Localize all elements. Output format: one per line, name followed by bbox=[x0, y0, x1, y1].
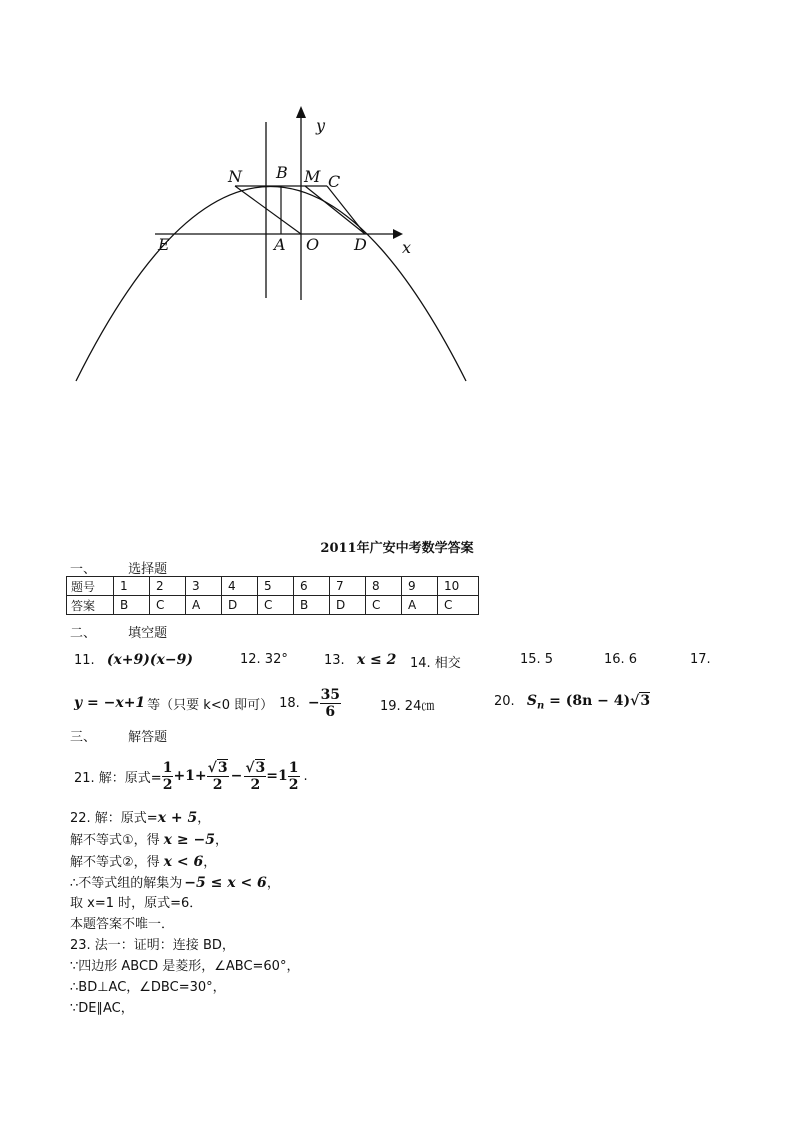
text: ， bbox=[197, 811, 211, 826]
text: 22. 解：原式= bbox=[70, 811, 158, 826]
section-name: 选择题 bbox=[128, 562, 168, 577]
table-cell: 3 bbox=[186, 577, 222, 596]
answer-11: (x+9)(x−9) bbox=[106, 652, 193, 668]
table-head-number: 题号 bbox=[67, 577, 114, 596]
table-cell: 8 bbox=[366, 577, 402, 596]
parabola-figure bbox=[0, 0, 520, 420]
table-cell: C bbox=[150, 596, 186, 615]
answer-20-radicand: 3 bbox=[640, 693, 651, 709]
label-o: O bbox=[306, 235, 320, 254]
label-n: N bbox=[228, 167, 242, 186]
table-cell: A bbox=[402, 596, 438, 615]
table-cell: 9 bbox=[402, 577, 438, 596]
q21-prefix: 21. 解：原式= bbox=[74, 770, 162, 786]
fill-q13 bbox=[324, 652, 396, 668]
radicand: 3 bbox=[217, 759, 228, 776]
fraction-numerator: 1 bbox=[162, 759, 173, 776]
section-name: 填空题 bbox=[128, 626, 168, 641]
table-row-answers bbox=[67, 596, 479, 615]
text: 解不等式②，得 bbox=[70, 855, 160, 870]
question-number-18: 18. bbox=[279, 695, 300, 711]
fraction-numerator bbox=[244, 760, 266, 777]
table-cell: 7 bbox=[330, 577, 366, 596]
segment-n-o bbox=[235, 186, 301, 234]
section-number: 二、 bbox=[70, 626, 97, 641]
answer-18-sign: − bbox=[307, 695, 320, 711]
question-number: 11. bbox=[74, 653, 95, 668]
answer-17: y = −x+1 bbox=[74, 695, 146, 711]
table-cell: 10 bbox=[438, 577, 479, 596]
label-c: C bbox=[328, 172, 341, 191]
table-cell: D bbox=[330, 596, 366, 615]
q23-line-2: ∵四边形 ABCD 是菱形，∠ABC=60°， bbox=[70, 959, 300, 974]
answer-20-subscript: n bbox=[536, 700, 545, 712]
y-axis-arrow bbox=[296, 106, 306, 118]
label-e: E bbox=[158, 235, 170, 254]
section-solve bbox=[70, 726, 167, 745]
label-y: y bbox=[316, 116, 326, 135]
fraction-denominator: 2 bbox=[212, 776, 223, 793]
parabola-curve bbox=[76, 187, 466, 382]
math: x + 5 bbox=[157, 810, 198, 826]
q22-line-2 bbox=[70, 829, 228, 848]
fill-line-2 bbox=[74, 683, 341, 723]
fraction-numerator bbox=[207, 760, 229, 777]
table-cell: 4 bbox=[222, 577, 258, 596]
fraction-denominator: 2 bbox=[162, 776, 173, 793]
answer-20-s: S bbox=[526, 693, 537, 709]
q22-line-4 bbox=[70, 872, 280, 891]
answer-13: x ≤ 2 bbox=[356, 652, 397, 668]
fill-q19: 19. 24㎝ bbox=[380, 699, 435, 714]
fraction bbox=[288, 760, 300, 793]
page-title: 2011年广安中考数学答案 bbox=[320, 541, 474, 556]
fraction-root3 bbox=[207, 760, 229, 793]
q23-line-4: ∵DE∥AC， bbox=[70, 1001, 134, 1016]
answer-17-note: 等（只要 k<0 即可） bbox=[147, 697, 274, 713]
table-row-numbers bbox=[67, 577, 479, 596]
fill-q15: 15. 5 bbox=[520, 652, 554, 667]
table-cell: 6 bbox=[294, 577, 330, 596]
text: ∴不等式组的解集为 bbox=[70, 876, 183, 891]
fill-q20 bbox=[494, 693, 650, 712]
q21-line bbox=[74, 754, 308, 798]
q21-equals: =1 bbox=[266, 768, 288, 784]
text: ， bbox=[203, 855, 217, 870]
answer-20-expression: = (8n − 4) bbox=[544, 693, 631, 709]
table-cell: C bbox=[438, 596, 479, 615]
label-b: B bbox=[276, 163, 288, 182]
fraction-denominator: 6 bbox=[325, 703, 336, 720]
section-name: 解答题 bbox=[128, 730, 168, 745]
segment-m-d bbox=[305, 186, 365, 234]
question-number: 20. bbox=[494, 694, 515, 709]
math: −5 ≤ x < 6 bbox=[184, 875, 267, 891]
radicand: 3 bbox=[255, 759, 266, 776]
table-cell: A bbox=[186, 596, 222, 615]
section-number: 三、 bbox=[70, 730, 97, 745]
section-number: 一、 bbox=[70, 562, 97, 577]
math: x < 6 bbox=[163, 854, 204, 870]
sqrt-symbol: √ bbox=[207, 759, 217, 776]
sqrt-symbol: √ bbox=[630, 693, 640, 709]
q23-line-1: 23. 法一：证明：连接 BD， bbox=[70, 938, 235, 953]
sqrt-symbol: √ bbox=[245, 759, 255, 776]
q23-line-3: ∴BD⊥AC，∠DBC=30°， bbox=[70, 980, 226, 995]
table-cell: 1 bbox=[114, 577, 150, 596]
table-cell: B bbox=[294, 596, 330, 615]
table-head-answer: 答案 bbox=[67, 596, 114, 615]
section-fill bbox=[70, 622, 167, 641]
q22-line-6: 本题答案不唯一． bbox=[70, 917, 175, 932]
text: ， bbox=[266, 876, 280, 891]
fraction bbox=[162, 760, 174, 793]
fraction-numerator: 35 bbox=[320, 686, 341, 703]
section-choice bbox=[70, 558, 167, 577]
q21-end: . bbox=[303, 768, 308, 784]
fill-q14: 14. 相交 bbox=[410, 656, 461, 671]
table-cell: B bbox=[114, 596, 150, 615]
fraction-denominator: 2 bbox=[250, 776, 261, 793]
label-a: A bbox=[274, 235, 286, 254]
q22-line-3 bbox=[70, 851, 216, 870]
label-x: x bbox=[402, 238, 412, 257]
q21-plus: +1+ bbox=[173, 768, 207, 784]
segment-c-d bbox=[327, 186, 365, 234]
text: ， bbox=[214, 833, 228, 848]
table-cell: C bbox=[366, 596, 402, 615]
fraction-numerator: 1 bbox=[288, 759, 299, 776]
fill-q11 bbox=[74, 652, 193, 668]
fraction-root3 bbox=[244, 760, 266, 793]
answer-18-fraction bbox=[320, 687, 341, 720]
label-m: M bbox=[304, 167, 321, 186]
q22-line-1 bbox=[70, 807, 210, 826]
answer-table bbox=[66, 576, 479, 615]
table-cell: 2 bbox=[150, 577, 186, 596]
q22-line-5: 取 x=1 时，原式=6． bbox=[70, 896, 203, 911]
math: x ≥ −5 bbox=[163, 832, 215, 848]
fill-q17: 17. bbox=[690, 652, 711, 667]
text: 解不等式①，得 bbox=[70, 833, 160, 848]
table-cell: D bbox=[222, 596, 258, 615]
label-d: D bbox=[354, 235, 367, 254]
table-cell: C bbox=[258, 596, 294, 615]
fraction-denominator: 2 bbox=[288, 776, 299, 793]
fill-q16: 16. 6 bbox=[604, 652, 638, 667]
fill-q12: 12. 32° bbox=[240, 652, 288, 667]
q21-minus: − bbox=[230, 768, 243, 784]
question-number: 13. bbox=[324, 653, 345, 668]
table-cell: 5 bbox=[258, 577, 294, 596]
